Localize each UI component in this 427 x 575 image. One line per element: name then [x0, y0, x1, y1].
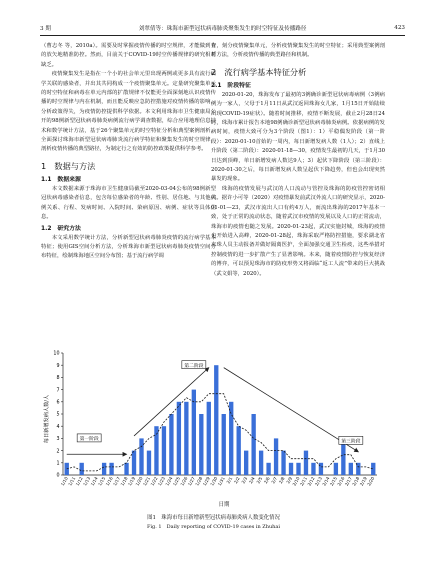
page-number: 423: [394, 25, 405, 31]
x-tick-label: 2/10: [291, 476, 301, 487]
bar: [274, 438, 278, 475]
x-tick-label: 1/11: [67, 476, 77, 487]
x-tick-label: 2/9: [285, 476, 294, 485]
x-tick-label: 1/25: [171, 476, 181, 487]
x-tick-label: 1/30: [209, 476, 219, 487]
y-tick-label: 8: [56, 376, 60, 382]
bar: [154, 426, 158, 475]
stage-3-arrow: [224, 368, 359, 452]
x-tick-label: 2/15: [328, 476, 338, 487]
paragraph: 查，刻分疫情聚集单元，分析疫情聚集发生的时空特征；采用典型案例剖析方法，分析疫情传播的典型路径和机制。: [211, 43, 385, 59]
bar: [147, 451, 151, 475]
x-tick-label: 2/17: [343, 476, 353, 487]
x-tick-label: 2/6: [262, 476, 271, 485]
paragraph: 本文采用数学统计方法，分析新型冠状病毒肺炎疫情的流行病学基本特征；使用GIS空间分析方法，分析珠海市新型冠状病毒肺炎疫情空间分布特征，绘制珠海地区空间分布图；基于流行病学调: [41, 234, 216, 260]
bar: [109, 463, 113, 475]
x-tick-label: 1/20: [134, 476, 144, 487]
stage-3-label: 第三阶段: [341, 439, 361, 445]
x-tick-label: 2/4: [248, 476, 256, 485]
x-tick-label: 2/14: [321, 476, 331, 487]
x-tick-label: 2/18: [351, 476, 361, 487]
page-issue: 3 期: [40, 26, 51, 32]
paragraph: 本文数据来源于珠海市卫生健康局截至2020-03-04公布的98例新型冠状病毒感染者信息，包含每位感染者的年龄、性别、居住地、与其他病例关系、行程、发病时间、入院时间、染病原因、病例、症状等具体信息。: [41, 185, 216, 221]
subsection-heading: 1.1 数据来源: [41, 176, 81, 183]
bar: [177, 402, 181, 475]
bar: [139, 438, 143, 475]
bar: [80, 463, 84, 475]
bar: [184, 402, 188, 475]
stage-2-label: 第二阶段: [184, 364, 204, 369]
subsection-heading: 2.1 阶段特征: [211, 82, 251, 89]
bar: [169, 414, 173, 475]
x-tick-label: 1/18: [119, 476, 129, 487]
bar: [296, 463, 300, 475]
bar: [371, 463, 375, 475]
x-tick-label: 1/28: [194, 476, 204, 487]
paragraph: （曹志冬 等，2010a）。需要及时掌握疫情传播的时空规律，才能做到有的放矢地精准防控。然而，目前关于COVID-19时空传播规律的研究相对缺乏。: [41, 43, 216, 68]
x-tick-label: 1/13: [82, 476, 92, 487]
bar: [222, 414, 226, 475]
x-tick-label: 2/5: [255, 476, 264, 485]
y-tick-label: 4: [56, 424, 60, 430]
x-tick-label: 1/22: [149, 476, 159, 487]
x-tick-label: 1/31: [216, 476, 226, 487]
x-tick-label: 1/14: [89, 476, 99, 487]
x-tick-label: 2/16: [336, 476, 346, 487]
running-title: 刘翠倩等：珠海市新型冠状病毒肺炎聚集发生的时空特征及传播路径: [138, 26, 307, 32]
bar: [244, 451, 248, 475]
y-axis-label: 每日新增发病人数/人: [44, 394, 50, 444]
paragraph: 珠海的疫情发展与武汉的人口流动与管控及珠海的防疫管控密切相关。据许小可等（2020）对疫情暴发前武汉外流人口的研究显示，2020-01-01—23，武汉市流出人口有约4万人，而流出珠海的2017年基本一致，处于正常的流动状态，随着武汉市疫情的发展以及人口的正常流动，珠海市的疫情也随之发展。2020-01-23起，武汉实施封城，珠海的疫情也开始进入高峰，2020-01-28起，珠海采取严格防控措施，要求湖北省来珠人员主动报备并做好隔离医护，全面加强交通卫生检疫，这些举措对控制疫情的进一步扩散产生了显著影响。本来，随着疫情防控与恢复经济的博弈，可以预见珠海市的防疫形势又将面临“返工人流”带来的巨大挑战（武文娟等，2020）。: [211, 185, 385, 277]
section-heading: 1 数据与方法: [41, 160, 96, 171]
x-tick-label: 1/17: [112, 476, 122, 487]
x-tick-label: 2/7: [270, 476, 279, 485]
x-tick-label: 2/8: [277, 476, 286, 485]
figure-caption-cn: 图1 珠海市每日新增新型冠状病毒肺炎病人数变化情况: [147, 515, 280, 521]
y-tick-label: 9: [56, 363, 60, 369]
section-heading: 2 流行病学基本特征分析: [211, 66, 307, 77]
bar: [289, 463, 293, 475]
y-tick-label: 6: [56, 400, 60, 406]
bar: [281, 451, 285, 475]
x-tick-label: 1/27: [186, 476, 196, 487]
y-tick-label: 0: [56, 473, 60, 479]
paragraph: 2020-01-20，珠海发布了最初的3例确诊新型冠状病毒病例（3例病例为一家人，父母于1月11日从武汉返回珠海女儿家，1月15日开始陆续出现COVID-19症状）。随着时间推移，疫情不断发展，截止2月28日24时，珠海市累计报告本地98例确诊新型冠状病毒肺炎病例。依据病例的发病时间，疫情大致可分为3个阶段（图1）：1）平稳偶发阶段（第一阶段）：2020-01-10首始的一周内，每日新增发病人数（1人）；2）直线上升阶段（第二阶段）：2020-01-18—30，疫情发生最初的几天，于1月30日达到顶峰，单日新增发病人数达9人；3）起伏下降阶段（第三阶段）：2020-01-30之后，每日新增发病人数呈起伏下降趋势，但也会出现突然暴发的现象。: [211, 91, 385, 183]
daily-cases-bar-chart: [41, 345, 385, 510]
x-tick-label: 2/19: [358, 476, 368, 487]
bar: [266, 463, 270, 475]
bar: [251, 414, 255, 475]
x-tick-label: 2/1: [225, 476, 234, 485]
bar: [259, 451, 263, 475]
bar: [237, 426, 241, 475]
bar: [334, 463, 338, 475]
x-tick-label: 1/10: [59, 476, 69, 487]
x-tick-label: 2/13: [313, 476, 323, 487]
x-tick-label: 2/20: [366, 476, 376, 487]
x-tick-label: 2/12: [306, 476, 316, 487]
right-column: [211, 42, 385, 279]
x-tick-label: 1/26: [179, 476, 189, 487]
y-tick-label: 5: [56, 412, 60, 418]
x-tick-label: 1/29: [201, 476, 211, 487]
subsection-heading: 1.2 研究方法: [41, 225, 81, 232]
bar: [162, 426, 166, 475]
left-column: [41, 42, 216, 262]
y-tick-label: 3: [56, 437, 60, 443]
y-tick-label: 10: [53, 351, 60, 357]
stage-1-label: 第一阶段: [79, 437, 99, 443]
x-tick-label: 1/21: [142, 476, 152, 487]
x-tick-label: 1/24: [164, 476, 174, 487]
bar: [124, 463, 128, 475]
bar: [132, 451, 136, 475]
bar: [349, 463, 353, 475]
bar: [192, 390, 196, 475]
figure-caption-en: Fig. 1 Daily reporting of COVID-19 cases in Zhuhai: [146, 524, 280, 530]
x-tick-label: 2/2: [233, 476, 241, 485]
x-tick-label: 2/11: [299, 476, 309, 487]
x-tick-label: 1/15: [97, 476, 107, 487]
x-axis-label: 日期: [218, 502, 230, 508]
bar: [311, 463, 315, 475]
paragraph: 疫情聚集发生是指在一个小的社会单元里出现两例或更多具有流行病学关联的感染者，并出其共同构成一个疫情聚集单元。定量研究聚集单元的时空特征和病毒在单元内部的扩散规律不仅能更全面深刻地认识疫情传播的时空规律与内在机制，而且能反映应急防控措施对疫情传播的影响，分析政策得失，为疫情防控提供科学依据。本文利用珠海市卫生健康局公开的98例新型冠状病毒肺炎病例流行病学调查数据，综合应用地理信息技术和数学统计方法，基于26个聚集单元的时空特征分析和典型案例剖析，全面探讨珠海市新型冠状病毒肺炎流行病学特征和聚集发生的时空规律，剖析疫情传播的典型路径，为制定行之有效的防控政策提供科学参考。: [41, 71, 216, 153]
bar: [304, 451, 308, 475]
x-tick-label: 1/16: [104, 476, 114, 487]
header-rule: [40, 35, 405, 36]
figure-1: [41, 345, 385, 510]
x-tick-label: 1/23: [156, 476, 166, 487]
x-tick-label: 1/19: [127, 476, 137, 487]
x-tick-label: 1/12: [74, 476, 84, 487]
bar: [199, 414, 203, 475]
bar: [102, 463, 106, 475]
y-tick-label: 2: [56, 449, 60, 455]
x-tick-label: 2/3: [240, 476, 249, 485]
running-header: [40, 22, 405, 34]
bar: [207, 402, 211, 475]
y-tick-label: 7: [56, 388, 60, 394]
bar: [229, 402, 233, 475]
y-tick-label: 1: [56, 461, 60, 467]
bar: [319, 463, 323, 475]
bar: [214, 365, 218, 475]
